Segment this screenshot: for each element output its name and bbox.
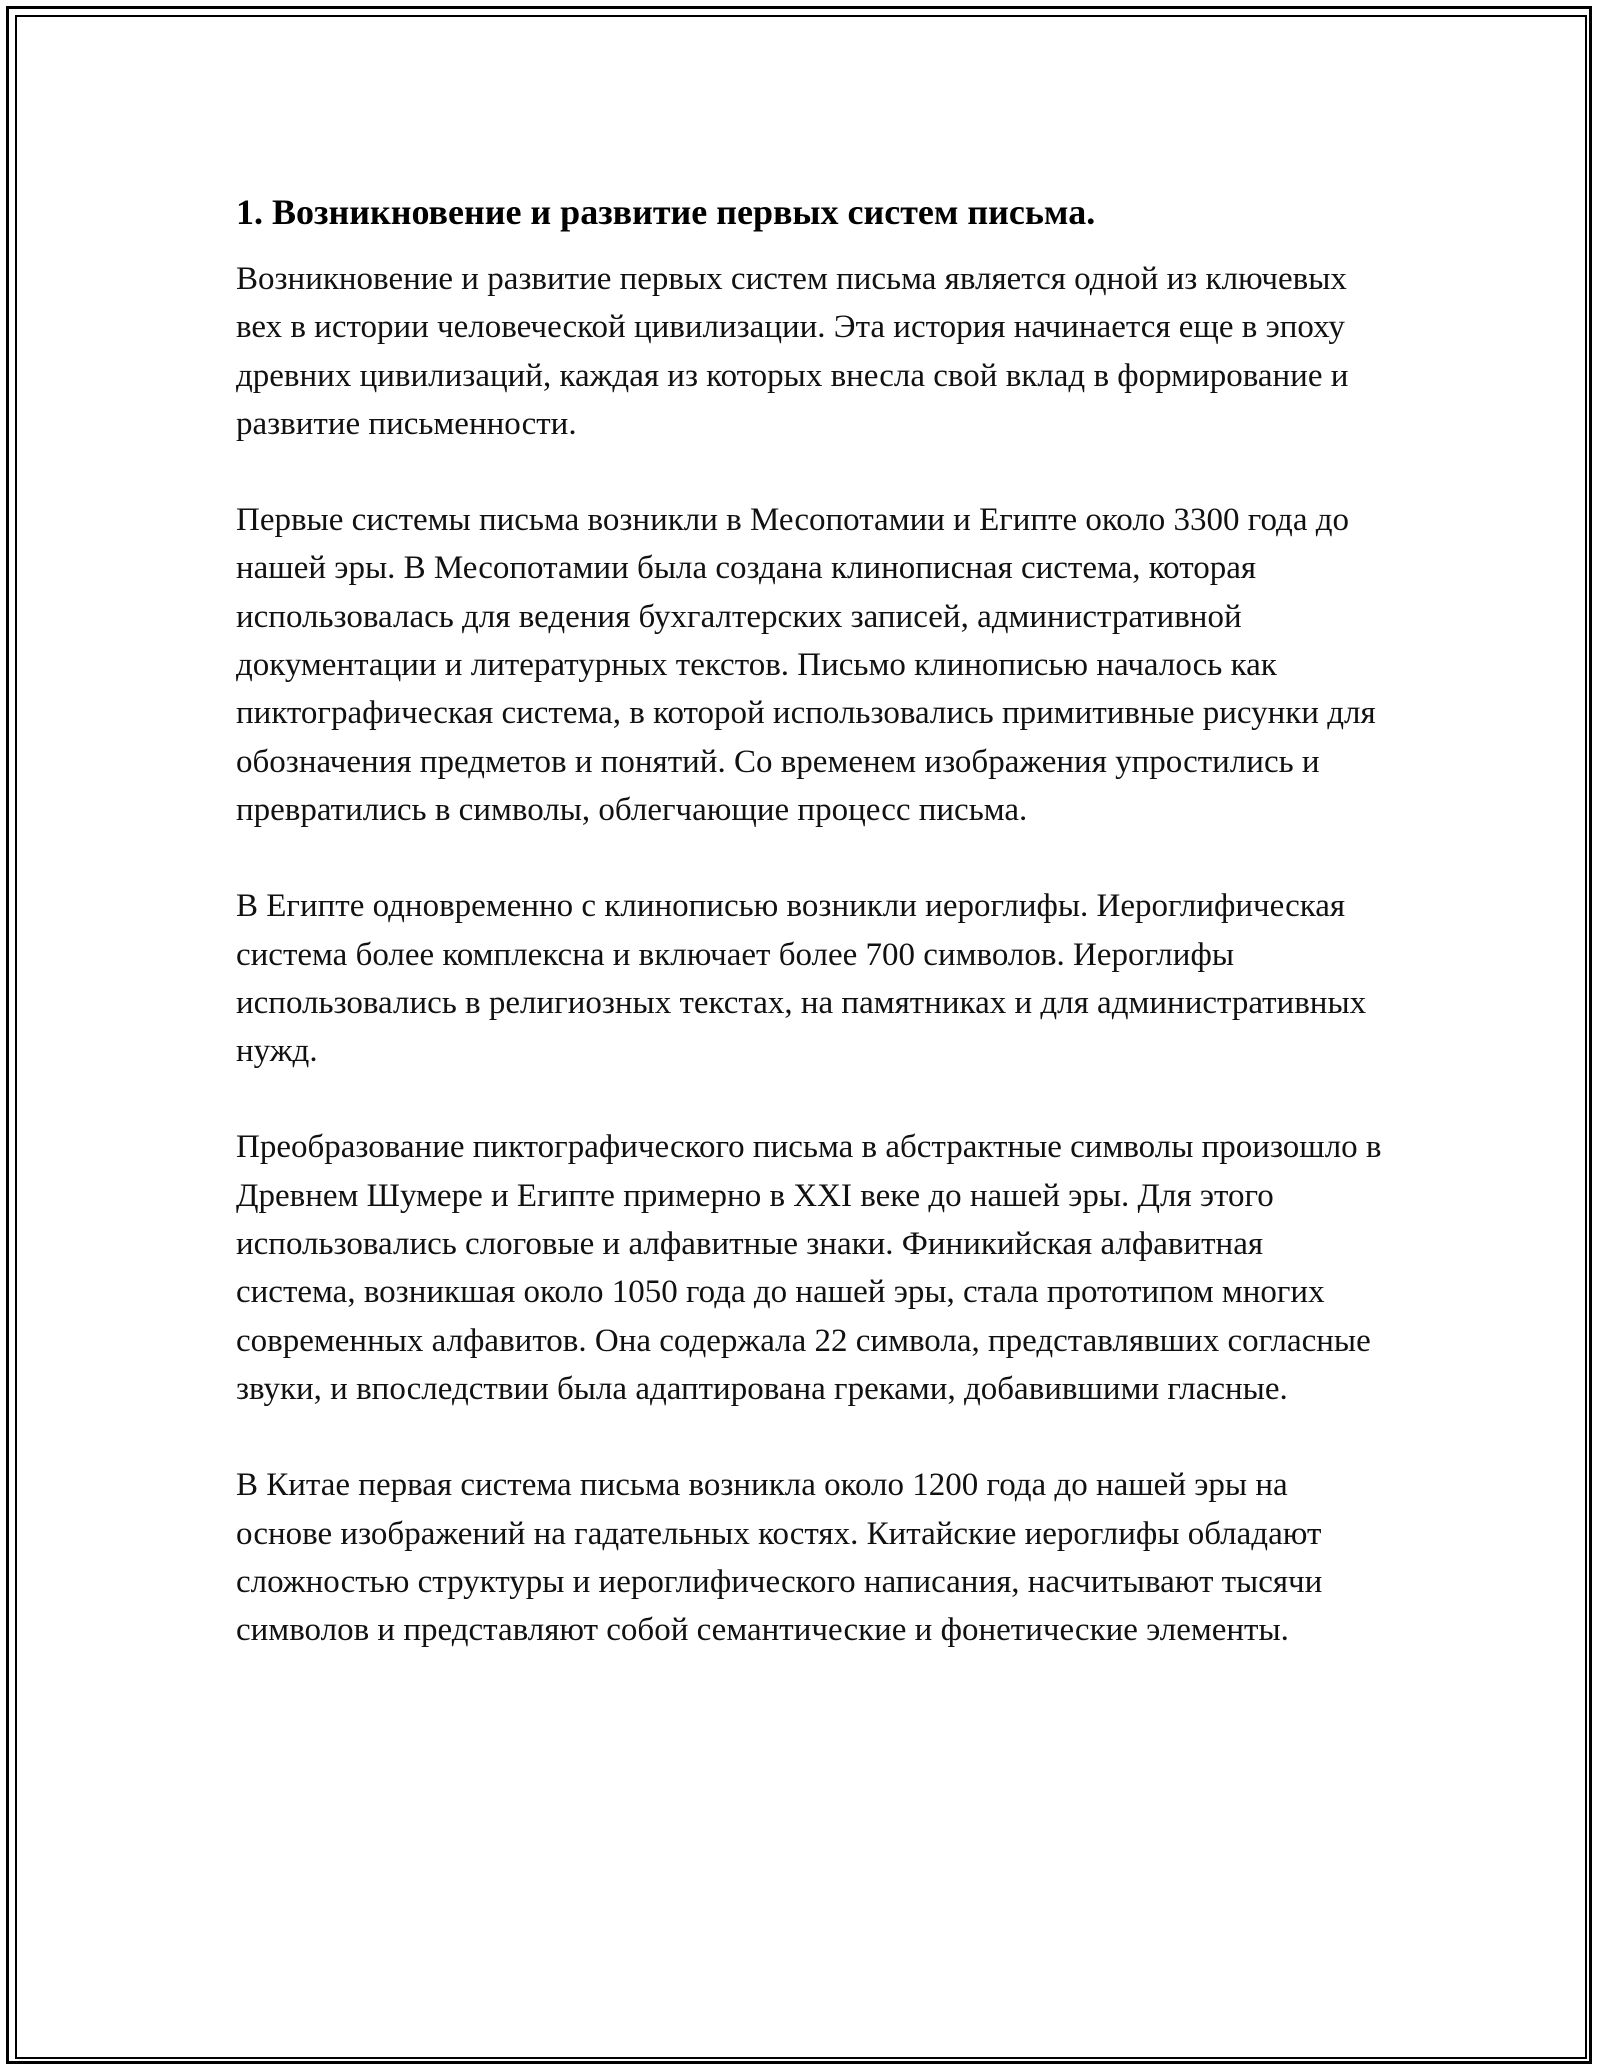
paragraph-mesopotamia: Первые системы письма возникли в Месопотамии и Египте около 3300 года до нашей эры. В Месопотамии была создана клинописная система, которая использовалась для ведения бухгалтерских записей, административной документации и литературных текстов. Письмо клинописью началось как пиктографическая система, в которой использовались примитивные рисунки для обозначения предметов и понятий. Со временем изображения упростились и превратились в символы, облегчающие процесс письма.: [236, 502, 1376, 828]
document-body: [236, 186, 1386, 1654]
paragraph-egypt: В Египте одновременно с клинописью возникли иероглифы. Иероглифическая система более комплексна и включает более 700 символов. Иероглифы использовались в религиозных текстах, на памятниках и для административных нужд.: [236, 888, 1367, 1070]
section-heading: 1. Возникновение и развитие первых систем письма.: [236, 192, 1096, 232]
paragraph-intro: Возникновение и развитие первых систем письма является одной из ключевых вех в истории человеческой цивилизации. Эта история начинается еще в эпоху древних цивилизаций, каждая из которых внесла свой вклад в формирование и развитие письменности.: [236, 261, 1349, 442]
paragraph-abstract-symbols: Преобразование пиктографического письма в абстрактные символы произошло в Древнем Шумере и Египте примерно в XXI веке до нашей эры. Для этого использовались слоговые и алфавитные знаки. Финикийская алфавитная система, возникшая около 1050 года до нашей эры, стала прототипом многих современных алфавитов. Она содержала 22 символа, представлявших согласные звуки, и впоследствии была адаптирована греками, добавившими гласные.: [236, 1129, 1382, 1407]
paragraph-china: В Китае первая система письма возникла около 1200 года до нашей эры на основе изображений на гадательных костях. Китайские иероглифы обладают сложностью структуры и иероглифического написания, насчитывают тысячи символов и представляют собой семантические и фонетические элементы.: [236, 1467, 1323, 1649]
